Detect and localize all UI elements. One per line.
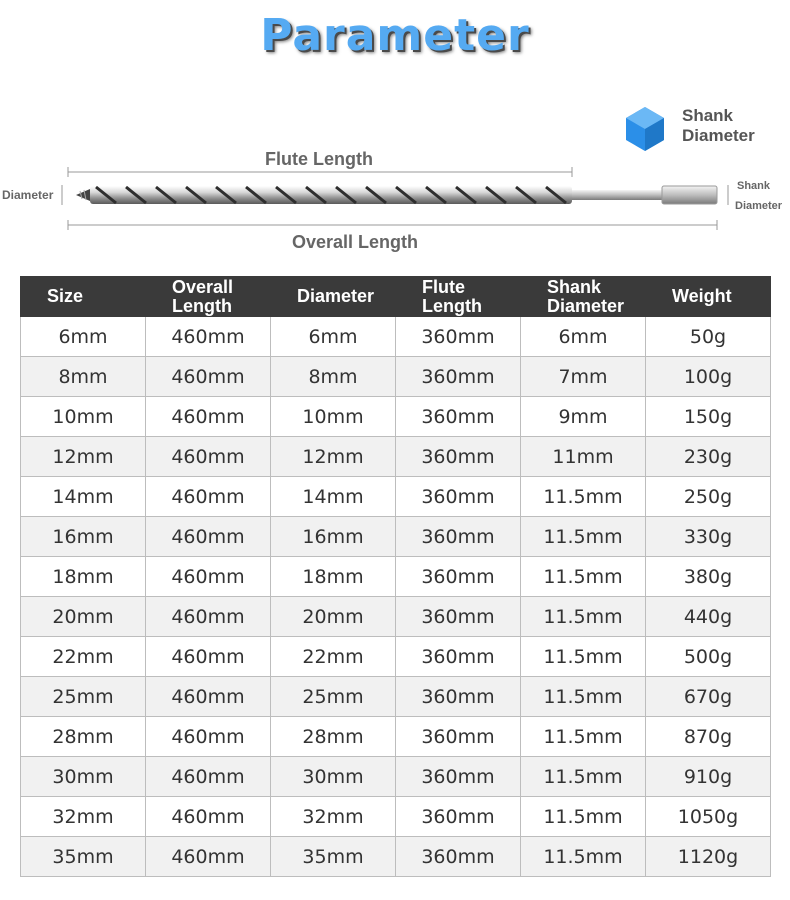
cell-weight: 100g xyxy=(646,357,771,397)
cell-flute-length: 360mm xyxy=(396,717,521,757)
shank-legend-line2: Diameter xyxy=(682,126,755,145)
cell-shank-diameter: 11.5mm xyxy=(521,637,646,677)
header-size xyxy=(21,277,146,317)
cell-diameter: 12mm xyxy=(271,437,396,477)
cell-diameter: 10mm xyxy=(271,397,396,437)
cell-flute-length: 360mm xyxy=(396,557,521,597)
cell-shank-diameter: 11mm xyxy=(521,437,646,477)
shank-diameter-dimension-label: Diameter xyxy=(735,200,783,212)
table-row xyxy=(21,357,771,397)
table-row xyxy=(21,677,771,717)
cell-diameter: 20mm xyxy=(271,597,396,637)
header-weight-line1: Weight xyxy=(672,286,732,306)
header-overall-length xyxy=(146,277,271,317)
cell-flute-length: 360mm xyxy=(396,797,521,837)
cell-size: 16mm xyxy=(21,517,146,557)
cell-overall-length: 460mm xyxy=(146,357,271,397)
cell-diameter: 14mm xyxy=(271,477,396,517)
cell-weight: 250g xyxy=(646,477,771,517)
diameter-dimension-label: Diameter xyxy=(2,188,54,202)
header-flute-line2: Length xyxy=(422,295,482,316)
table-row xyxy=(21,717,771,757)
cell-size: 14mm xyxy=(21,477,146,517)
header-shank-diameter xyxy=(521,277,646,317)
cell-overall-length: 460mm xyxy=(146,477,271,517)
table-row xyxy=(21,517,771,557)
cell-shank-diameter: 11.5mm xyxy=(521,717,646,757)
cell-overall-length: 460mm xyxy=(146,837,271,877)
cell-overall-length: 460mm xyxy=(146,437,271,477)
cell-size: 8mm xyxy=(21,357,146,397)
cell-diameter: 8mm xyxy=(271,357,396,397)
cell-weight: 870g xyxy=(646,717,771,757)
drill-shaft xyxy=(572,190,662,200)
cell-diameter: 25mm xyxy=(271,677,396,717)
cell-shank-diameter: 11.5mm xyxy=(521,797,646,837)
cell-size: 22mm xyxy=(21,637,146,677)
table-row xyxy=(21,477,771,517)
shank-legend-line1: Shank xyxy=(682,106,734,125)
cell-overall-length: 460mm xyxy=(146,717,271,757)
overall-length-label: Overall Length xyxy=(292,232,419,252)
cell-size: 18mm xyxy=(21,557,146,597)
cell-overall-length: 460mm xyxy=(146,597,271,637)
shank-dimension-label: Shank xyxy=(737,180,771,192)
cell-shank-diameter: 11.5mm xyxy=(521,477,646,517)
table-row xyxy=(21,317,771,357)
cell-diameter: 22mm xyxy=(271,637,396,677)
cell-flute-length: 360mm xyxy=(396,397,521,437)
header-size-line1: Size xyxy=(47,286,84,306)
header-diameter xyxy=(271,277,396,317)
auger-flute xyxy=(90,186,572,204)
table-row xyxy=(21,557,771,597)
cell-weight: 230g xyxy=(646,437,771,477)
cell-weight: 380g xyxy=(646,557,771,597)
cell-weight: 50g xyxy=(646,317,771,357)
cell-flute-length: 360mm xyxy=(396,597,521,637)
cell-weight: 670g xyxy=(646,677,771,717)
cell-overall-length: 460mm xyxy=(146,677,271,717)
cell-shank-diameter: 11.5mm xyxy=(521,597,646,637)
table-row xyxy=(21,597,771,637)
table-row xyxy=(21,797,771,837)
cell-shank-diameter: 11.5mm xyxy=(521,677,646,717)
cell-flute-length: 360mm xyxy=(396,677,521,717)
cell-weight: 1050g xyxy=(646,797,771,837)
cell-size: 28mm xyxy=(21,717,146,757)
cell-overall-length: 460mm xyxy=(146,317,271,357)
cell-flute-length: 360mm xyxy=(396,837,521,877)
cell-shank-diameter: 11.5mm xyxy=(521,837,646,877)
cell-flute-length: 360mm xyxy=(396,317,521,357)
table-body xyxy=(21,317,771,877)
cell-diameter: 35mm xyxy=(271,837,396,877)
cell-size: 12mm xyxy=(21,437,146,477)
table-row xyxy=(21,757,771,797)
cell-weight: 440g xyxy=(646,597,771,637)
header-shank-line1: Shank xyxy=(547,276,602,297)
cell-flute-length: 360mm xyxy=(396,637,521,677)
cell-shank-diameter: 6mm xyxy=(521,317,646,357)
cell-shank-diameter: 11.5mm xyxy=(521,757,646,797)
cell-diameter: 32mm xyxy=(271,797,396,837)
cell-flute-length: 360mm xyxy=(396,757,521,797)
cell-flute-length: 360mm xyxy=(396,437,521,477)
cell-overall-length: 460mm xyxy=(146,797,271,837)
cell-shank-diameter: 7mm xyxy=(521,357,646,397)
header-diameter-line1: Diameter xyxy=(297,286,375,306)
flute-length-label: Flute Length xyxy=(265,149,373,169)
cell-shank-diameter: 9mm xyxy=(521,397,646,437)
cell-diameter: 18mm xyxy=(271,557,396,597)
cell-overall-length: 460mm xyxy=(146,557,271,597)
cell-weight: 150g xyxy=(646,397,771,437)
cell-shank-diameter: 11.5mm xyxy=(521,517,646,557)
cell-size: 6mm xyxy=(21,317,146,357)
cell-overall-length: 460mm xyxy=(146,757,271,797)
table-row xyxy=(21,437,771,477)
cell-diameter: 16mm xyxy=(271,517,396,557)
header-flute-line1: Flute xyxy=(422,276,465,297)
cell-flute-length: 360mm xyxy=(396,477,521,517)
cell-size: 25mm xyxy=(21,677,146,717)
cell-size: 10mm xyxy=(21,397,146,437)
cell-flute-length: 360mm xyxy=(396,517,521,557)
cell-size: 35mm xyxy=(21,837,146,877)
cell-weight: 910g xyxy=(646,757,771,797)
cell-overall-length: 460mm xyxy=(146,397,271,437)
header-shank-line2: Diameter xyxy=(547,295,625,316)
table-row xyxy=(21,637,771,677)
cell-diameter: 28mm xyxy=(271,717,396,757)
header-flute-length xyxy=(396,277,521,317)
hex-shank xyxy=(662,186,717,204)
header-weight xyxy=(646,277,771,317)
cell-weight: 1120g xyxy=(646,837,771,877)
cell-weight: 330g xyxy=(646,517,771,557)
table-row xyxy=(21,397,771,437)
cell-overall-length: 460mm xyxy=(146,517,271,557)
cell-shank-diameter: 11.5mm xyxy=(521,557,646,597)
cell-size: 20mm xyxy=(21,597,146,637)
drill-bit-diagram xyxy=(0,145,790,255)
page-title: Parameter xyxy=(260,10,530,61)
table-row xyxy=(21,837,771,877)
shank-diameter-legend-label xyxy=(682,106,755,146)
table-header-row xyxy=(21,277,771,317)
cell-size: 32mm xyxy=(21,797,146,837)
header-overall-line1: Overall xyxy=(172,276,234,297)
cell-diameter: 30mm xyxy=(271,757,396,797)
screw-tip xyxy=(76,189,90,201)
cell-overall-length: 460mm xyxy=(146,637,271,677)
cell-flute-length: 360mm xyxy=(396,357,521,397)
parameter-table xyxy=(20,276,771,877)
cell-weight: 500g xyxy=(646,637,771,677)
header-overall-line2: Length xyxy=(172,295,232,316)
cell-diameter: 6mm xyxy=(271,317,396,357)
cell-size: 30mm xyxy=(21,757,146,797)
